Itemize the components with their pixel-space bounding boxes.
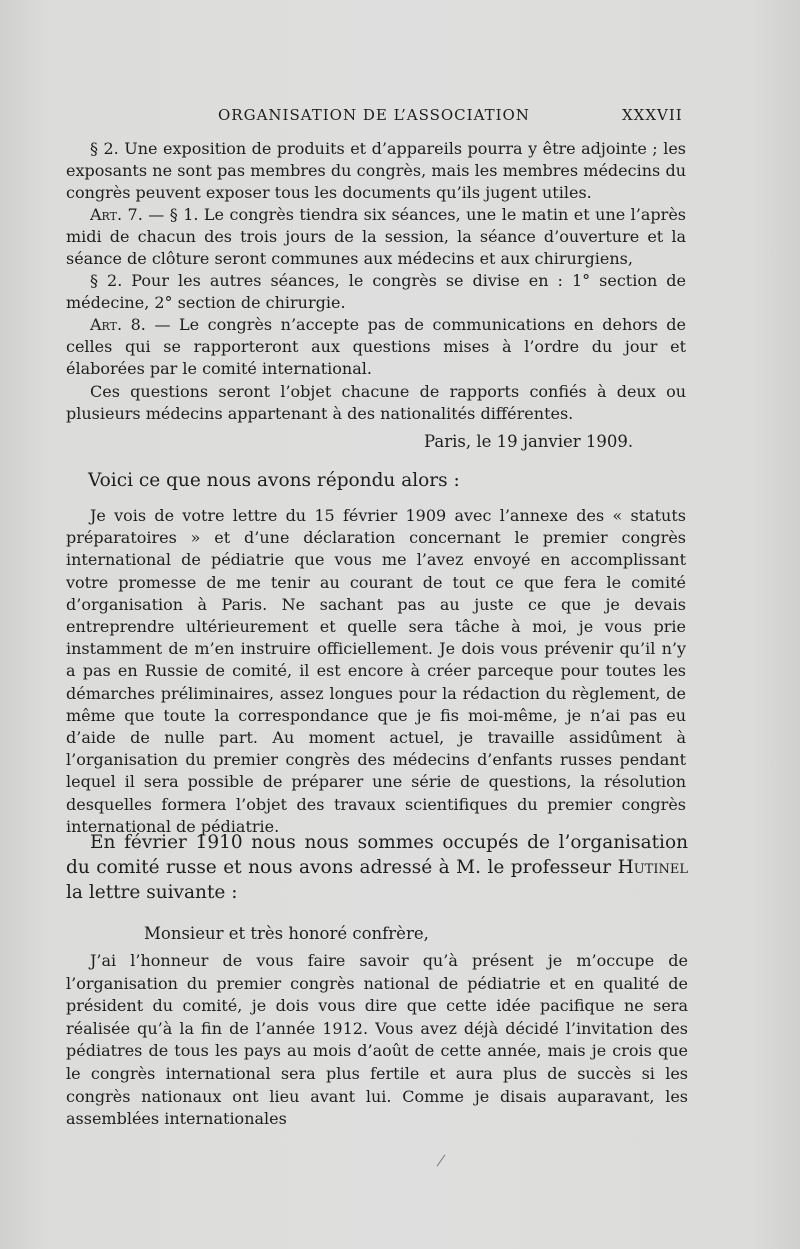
letter-body: J’ai l’honneur de vous faire savoir qu’à présent je m’occupe de l’organisation du premier congrès national de pédiatrie et en qualité de président du comité, je dois vous dire que cette idée pacifique ne sera réalisée qu’à la fin de l’année 1912. Vous avez déjà décidé l’invitation des pédiatres de tous les pays au mois d’août de cette année, mais je crois que le congrès international sera plus fertile et aura plus de succès si les congrès nationaux ont lieu avant lui. Comme je disais auparavant, les assemblées internationales (66, 951, 688, 1129)
pencil-mark (437, 1154, 446, 1166)
date-signature: Paris, le 19 janvier 1909. (424, 432, 634, 451)
reply-intro: Voici ce que nous avons répondu alors : (88, 470, 460, 491)
article-text: . 7. — § 1. Le congrès tiendra six séances, une le matin et une l’après midi de chacun des trois jours de la session, la séance d’ouverture et la séance de clôture seront communes aux médecins et aux chirurgiens, (66, 205, 686, 269)
article-label: Art (90, 315, 117, 334)
reply-letter: Je vois de votre lettre du 15 février 1909 avec l’annexe des « statuts préparatoires » et d’une déclaration concernant le premier congrès international de pédiatrie que vous me l’avez envoyé en accomplissant votre promesse de me tenir au courant de tout ce que fera le comité d’organisation à Paris. Ne sachant pas au juste ce que je devais entreprendre ultérieurement et quelle sera tâche à moi, je vous prie instamment de m’en instruire officiellement. Je dois vous prévenir qu’il n’y a pas en Russie de comité, il est encore à créer parceque pour toutes les démarches préliminaires, assez longues pour la rédaction du règlement, de même que toute la correspondance que je fis moi-même, je n’ai pas eu d’aide de nulle part. Au moment actuel, je travaille assidûment à l’organisation du premier congrès des médecins d’enfants russes pendant lequel il sera possible de préparer une série de questions, la résolution desquelles formera l’objet des travaux scientifiques du premier congrès international de pédiatrie. (66, 506, 686, 836)
paragraph-text: En février 1910 nous nous sommes occupés de l’organisation du comité russe et nous avons adressé à M. le professeur (66, 832, 688, 878)
paragraph-text: la lettre suivante : (66, 882, 238, 903)
statute-paragraph-exposition: § 2. Une exposition de produits et d’appareils pourra y être adjointe ; les exposants ne sont pas membres du congrès, mais les membres médecins du congrès peuvent exposer tous les documents qu’ils jugent utiles. (66, 139, 686, 203)
letter-salutation: Monsieur et très honoré confrère, (144, 924, 429, 943)
statute-paragraph-sections: § 2. Pour les autres séances, le congrès se divise en : 1° section de médecine, 2° section de chirurgie. (66, 271, 686, 313)
statute-article-7 (66, 204, 686, 271)
running-title: ORGANISATION DE L’ASSOCIATION (218, 106, 530, 124)
february-1910-paragraph (66, 830, 688, 905)
page-header (0, 106, 800, 128)
statute-paragraph-questions: Ces questions seront l’objet chacune de rapports confiés à deux ou plusieurs médecins appartenant à des nationalités différentes. (66, 382, 686, 424)
article-label: Art (90, 205, 117, 224)
statute-article-8 (66, 314, 686, 381)
page-number: XXXVII (622, 106, 683, 124)
article-text: . 8. — Le congrès n’accepte pas de communications en dehors de celles qui se rapporteront aux questions mises à l’ordre du jour et élaborées par le comité international. (66, 315, 686, 379)
person-name: Hutinel (617, 857, 688, 878)
